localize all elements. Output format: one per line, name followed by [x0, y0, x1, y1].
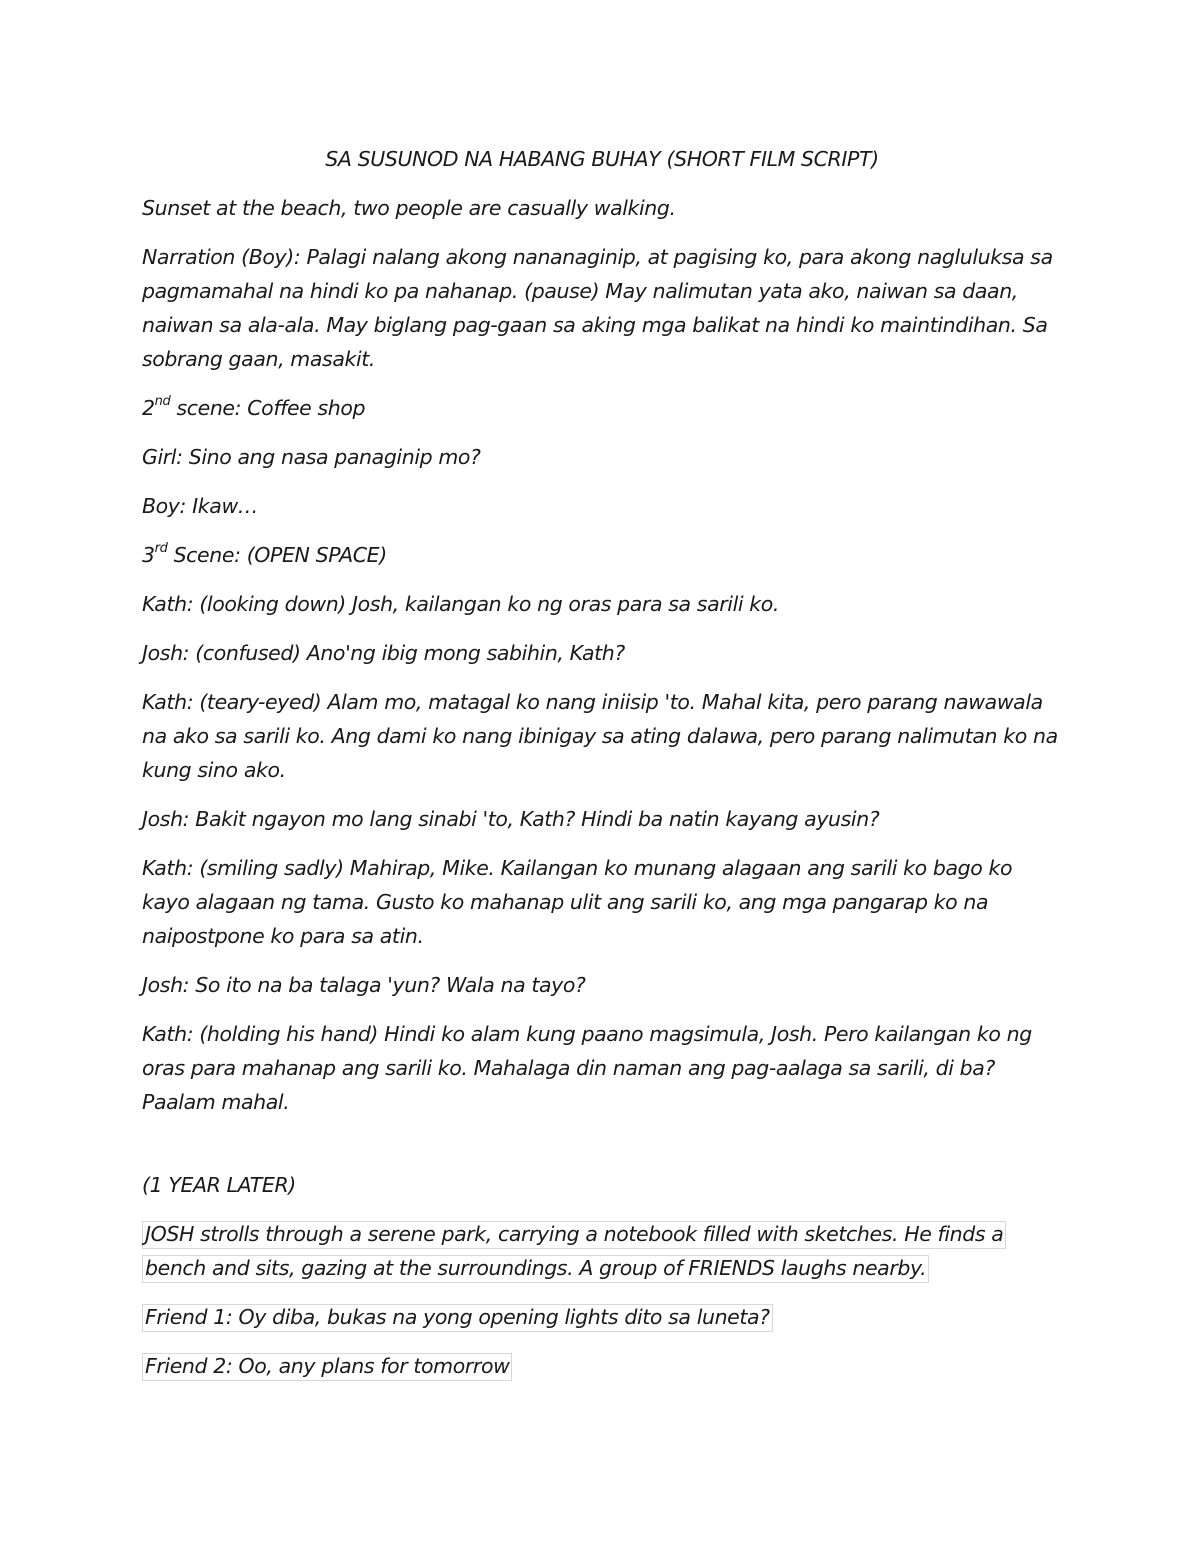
scene-2-heading [142, 391, 1062, 425]
opening-line: Sunset at the beach, two people are casually walking. [142, 196, 676, 220]
boy-dialogue: Boy: Ikaw… [142, 494, 258, 518]
scene-3-text: Scene: (OPEN SPACE) [167, 543, 387, 567]
scene-2-ordinal: nd [154, 394, 171, 410]
time-skip-heading: (1 YEAR LATER) [142, 1173, 296, 1197]
dialogue-line: Josh: (confused) Ano'ng ibig mong sabihin, Kath? [142, 641, 625, 665]
dialogue-line: Josh: So ito na ba talaga 'yun? Wala na tayo? [142, 973, 586, 997]
dialogue-line: Josh: Bakit ngayon mo lang sinabi 'to, Kath? Hindi ba natin kayang ayusin? [142, 807, 880, 831]
scene-2-text: scene: Coffee shop [170, 396, 366, 420]
narration-paragraph: Narration (Boy): Palagi nalang akong nananaginip, at pagising ko, para akong nagluluksa sa pagmamahal na hindi ko pa nahanap. (pause) May nalimutan yata ako, naiwan sa daan, naiwan sa ala-ala. May biglang pag-gaan sa aking mga balikat na hindi ko maintindihan. Sa sobrang gaan, masakit. [142, 245, 1053, 371]
dialogue-line: Kath: (smiling sadly) Mahirap, Mike. Kailangan ko munang alagaan ang sarili ko bago ko kayo alagaan ng tama. Gusto ko mahanap ulit ang sarili ko, ang mga pangarap ko na naipostpone ko para sa atin. [142, 856, 1013, 948]
scene-2-number: 2 [142, 396, 155, 420]
scene-3-ordinal: rd [154, 541, 168, 557]
editable-text-region[interactable]: JOSH strolls through a serene park, carrying a notebook filled with sketches. He finds a bench and sits, gazing at the surroundings. A group of FRIENDS laughs nearby. [142, 1221, 1006, 1283]
dialogue-line: Kath: (teary-eyed) Alam mo, matagal ko nang iniisip 'to. Mahal kita, pero parang nawawala na ako sa sarili ko. Ang dami ko nang ibinigay sa ating dalawa, pero parang nalimutan ko na kung sino ako. [142, 690, 1058, 782]
scene-3-heading [142, 538, 1062, 572]
dialogue-line: Kath: (holding his hand) Hindi ko alam kung paano magsimula, Josh. Pero kailangan ko ng oras para mahanap ang sarili ko. Mahalaga din naman ang pag-aalaga sa sarili, di ba? Paalam mahal. [142, 1022, 1032, 1114]
editable-text-region[interactable]: Friend 2: Oo, any plans for tomorrow [142, 1353, 512, 1381]
friend-1-dialogue[interactable] [142, 1300, 1062, 1334]
friend-2-dialogue[interactable] [142, 1349, 1062, 1383]
dialogue-line: Kath: (looking down) Josh, kailangan ko ng oras para sa sarili ko. [142, 592, 780, 616]
park-scene-paragraph[interactable] [142, 1217, 1062, 1285]
editable-text-region[interactable]: Friend 1: Oy diba, bukas na yong opening lights dito sa luneta? [142, 1304, 773, 1332]
document-body [142, 142, 1062, 1398]
blank-line [142, 1134, 1062, 1168]
girl-dialogue: Girl: Sino ang nasa panaginip mo? [142, 445, 481, 469]
document-title: SA SUSUNOD NA HABANG BUHAY (SHORT FILM SCRIPT) [325, 147, 879, 171]
scene-3-number: 3 [142, 543, 155, 567]
